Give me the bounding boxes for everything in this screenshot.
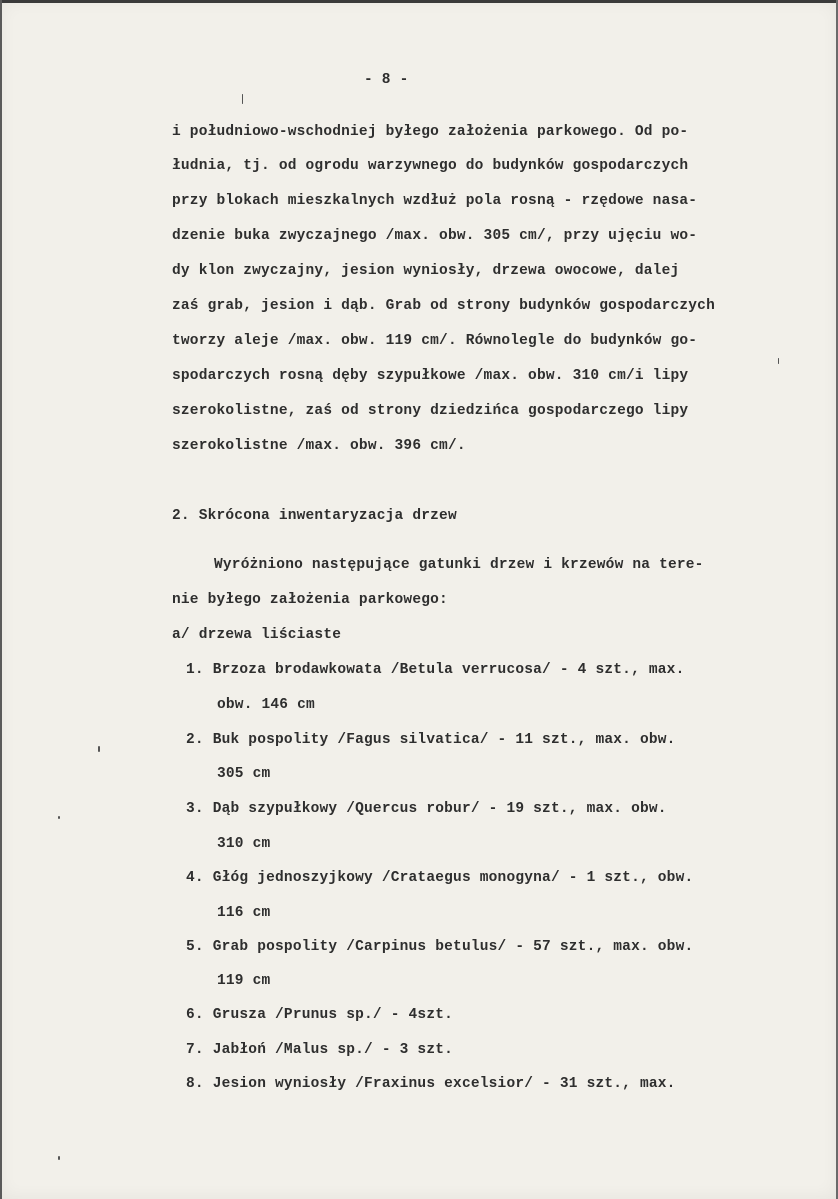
paragraph-line: tworzy aleje /max. obw. 119 cm/. Równolegle do budynków go-: [172, 333, 698, 349]
scan-edge-top: [0, 0, 838, 3]
intro-line: nie byłego założenia parkowego:: [172, 592, 448, 608]
scan-speck: [778, 358, 779, 364]
paragraph-line: dzenie buka zwyczajnego /max. obw. 305 cm/, przy ujęciu wo-: [172, 228, 698, 244]
scan-speck: [98, 746, 100, 752]
paragraph-line: przy blokach mieszkalnych wzdłuż pola rosną - rzędowe nasa-: [172, 193, 698, 209]
list-item: 7. Jabłoń /Malus sp./ - 3 szt.: [186, 1042, 454, 1058]
list-item: 6. Grusza /Prunus sp./ - 4szt.: [186, 1007, 454, 1023]
scan-speck: [58, 1156, 60, 1160]
paragraph-line: zaś grab, jesion i dąb. Grab od strony budynków gospodarczych: [172, 298, 715, 314]
list-item-continuation: 116 cm: [217, 905, 271, 921]
intro-line: Wyróżniono następujące gatunki drzew i krzewów na tere-: [214, 557, 704, 573]
scan-speck: [242, 94, 243, 104]
paragraph-line: dy klon zwyczajny, jesion wyniosły, drzewa owocowe, dalej: [172, 263, 680, 279]
list-item: 5. Grab pospolity /Carpinus betulus/ - 57 szt., max. obw.: [186, 939, 694, 955]
list-item-continuation: obw. 146 cm: [217, 697, 315, 713]
list-item-continuation: 310 cm: [217, 836, 271, 852]
list-item: 8. Jesion wyniosły /Fraxinus excelsior/ - 31 szt., max.: [186, 1076, 676, 1092]
subheading: a/ drzewa liściaste: [172, 627, 342, 643]
paragraph-line: spodarczych rosną dęby szypułkowe /max. obw. 310 cm/i lipy: [172, 368, 689, 384]
section-heading: 2. Skrócona inwentaryzacja drzew: [172, 508, 457, 524]
paragraph-line: szerokolistne, zaś od strony dziedzińca gospodarczego lipy: [172, 403, 689, 419]
scan-edge-left: [0, 0, 2, 1199]
list-item-continuation: 119 cm: [217, 973, 271, 989]
list-item: 3. Dąb szypułkowy /Quercus robur/ - 19 szt., max. obw.: [186, 801, 667, 817]
paragraph-line: i południowo-wschodniej byłego założenia parkowego. Od po-: [172, 124, 689, 140]
paragraph-line: szerokolistne /max. obw. 396 cm/.: [172, 438, 466, 454]
list-item-continuation: 305 cm: [217, 766, 271, 782]
list-item: 1. Brzoza brodawkowata /Betula verrucosa/ - 4 szt., max.: [186, 662, 685, 678]
list-item: 4. Głóg jednoszyjkowy /Crataegus monogyna/ - 1 szt., obw.: [186, 870, 694, 886]
scan-speck: [58, 816, 60, 819]
paragraph-line: łudnia, tj. od ogrodu warzywnego do budynków gospodarczych: [172, 158, 689, 174]
page-number: - 8 -: [364, 72, 409, 88]
list-item: 2. Buk pospolity /Fagus silvatica/ - 11 szt., max. obw.: [186, 732, 676, 748]
